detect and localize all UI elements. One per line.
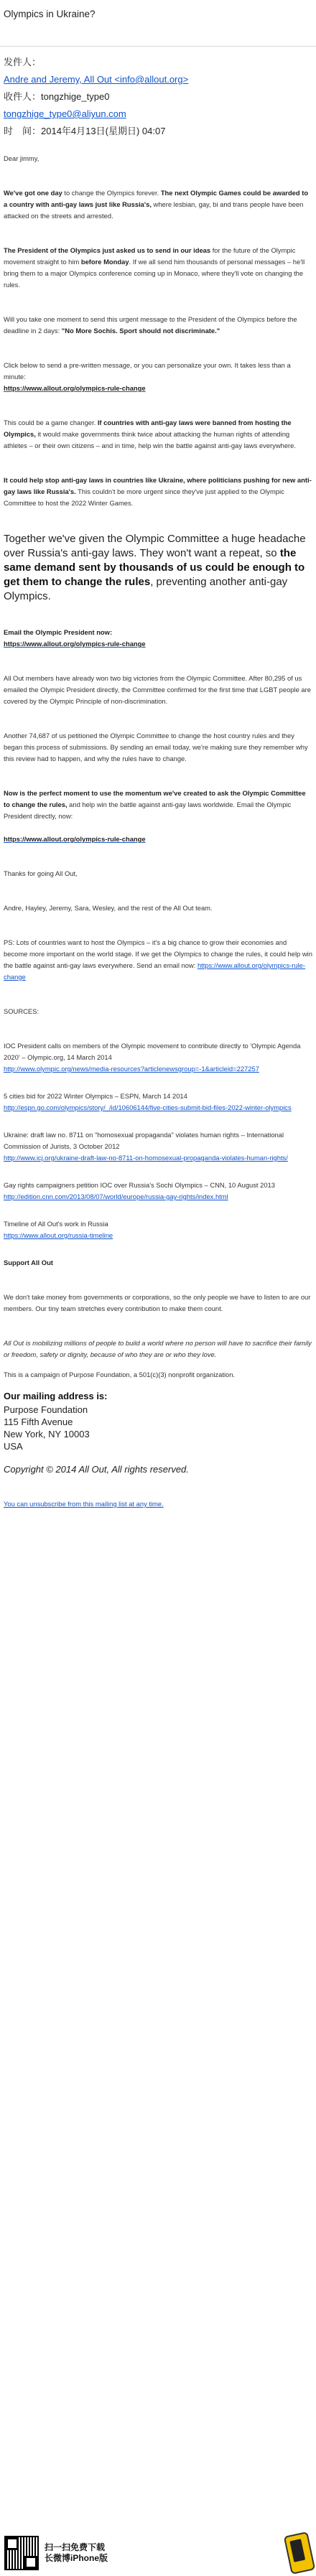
download-footer [0, 2530, 316, 2576]
greeting: Dear jimmy, [4, 154, 40, 162]
address-line: USA [4, 1441, 23, 1452]
support-heading-text: Support All Out [4, 1259, 53, 1266]
address-line: 115 Fifth Avenue [4, 1417, 73, 1427]
source-text: 5 cities bid for 2022 Winter Olympics – ESPN, March 14 2014 [4, 1092, 187, 1100]
p3-text-a: Will you take one moment to send this urgent message to the President of the Olympics before the deadline in 2 days: [4, 315, 297, 335]
p5-text-c: it would make governments think twice about attacking the human rights of attending athletes – or their own citizens – and in time, help win the battle against anti-gay laws everywhere. [4, 430, 296, 449]
paragraph-6 [4, 475, 312, 509]
highlight-text-c: , preventing another anti-gay Olympics. [4, 576, 288, 602]
p1-text-b: to change the Olympics forever. [62, 189, 161, 197]
source-link[interactable]: http://www.olympic.org/news/media-resources?articlenewsgroup=-1&articleid=227257 [4, 1065, 259, 1073]
campaign-statement: This is a campaign of Purpose Foundation, a 501(c)(3) nonprofit organization. [4, 1371, 236, 1378]
time-row [4, 123, 312, 140]
action-link-2[interactable] [4, 640, 146, 648]
p6-bold-a: It could help stop anti-gay laws in countries like Ukraine, where politicians pushing for new anti-gay laws like Russia's. [4, 476, 312, 495]
source-link[interactable]: http://www.icj.org/ukraine-draft-law-no-8711-on-homosexual-propaganda-violates-human-rights/ [4, 1154, 288, 1162]
paragraph-2 [4, 245, 312, 291]
mailing-address [4, 1391, 312, 1452]
mission-statement: All Out is mobilizing millions of people to build a world where no person will have to sacrifice their family or freedom, safety or dignity, because of who they are or who they love. [4, 1339, 312, 1358]
p4-text: Click below to send a pre-written message, or you can personalize your own. It takes less than a minute: [4, 361, 291, 381]
source-item [4, 1129, 312, 1164]
source-item [4, 1091, 312, 1114]
time-label: 时 间： [4, 126, 42, 136]
recipient-address-link[interactable]: tongzhige_type0@aliyun.com [4, 108, 126, 119]
to-label: 收件人： [4, 91, 42, 102]
source-text: Timeline of All Out's work in Russia [4, 1220, 108, 1228]
p5-bold-b: If countries with anti-gay laws were banned from hosting the Olympics, [4, 419, 292, 438]
source-text: Gay rights campaigners petition IOC over Russia's Sochi Olympics – CNN, 10 August 2013 [4, 1181, 275, 1189]
thanks: Thanks for going All Out, [4, 869, 78, 877]
signoff: Andre, Hayley, Jeremy, Sara, Wesley, and the rest of the All Out team. [4, 904, 213, 912]
action-link-1-text: https://www.allout.org/olympics-rule-change [4, 384, 146, 392]
to-row [4, 88, 312, 106]
footer-text [45, 2542, 108, 2564]
paragraph-9 [4, 788, 312, 845]
highlight-text-a: Together we've given the Olympic Committee a huge headache over Russia's anti-gay laws. They won't want a repeat, so [4, 533, 306, 559]
p1-bold-a: We've got one day [4, 189, 62, 197]
from-value-row [4, 71, 312, 88]
to-value: tongzhige_type0 [41, 91, 110, 102]
action-link-3-text: https://www.allout.org/olympics-rule-change [4, 835, 146, 843]
ps-paragraph [4, 937, 312, 983]
source-item [4, 1040, 312, 1075]
email-subject: Olympics in Ukraine? [4, 9, 96, 19]
address-line: New York, NY 10003 [4, 1429, 90, 1439]
from-label: 发件人： [4, 57, 42, 67]
email-meta [0, 47, 316, 140]
highlight-bold-b: the same demand sent by thousands of us could be enough to get them to change the rules [4, 547, 305, 588]
time-value: 2014年4月13日(星期日) 04:07 [41, 126, 166, 136]
paragraph-7: All Out members have already won two big victories from the Olympic Committee. After 80,295 of us emailed the Olympic President directly, the Committee confirmed for the first time that LGBT people are covered by the Olympic Principle of non-discrimination. [4, 674, 311, 705]
support-heading [4, 1257, 312, 1269]
p9-text-b: and help win the battle against anti-gay laws worldwide. Email the Olympic President directly, now: [4, 801, 292, 820]
footer-line-1: 扫一扫免费下载 [45, 2542, 106, 2552]
paragraph-5 [4, 417, 312, 452]
ps-link[interactable]: https://www.allout.org/olympics-rule-change [4, 961, 306, 981]
phone-icon [284, 2531, 315, 2575]
support-paragraph: We don't take money from governments or corporations, so the only people we have to listen to are our members. Our tiny team stretches every contribution to make them count. [4, 1293, 311, 1312]
source-item [4, 1218, 312, 1241]
unsubscribe-link[interactable]: You can unsubscribe from this mailing list at any time. [4, 1500, 164, 1508]
cc-row [4, 106, 312, 123]
p2-bold-c: before Monday [80, 258, 129, 266]
action-link-2-text: https://www.allout.org/olympics-rule-change [4, 640, 146, 648]
footer-line-2: 长微博iPhone版 [45, 2553, 108, 2563]
p1-bold-c: The next Olympic Games could be awarded to a country with anti-gay laws just like Russia's, [4, 189, 309, 208]
highlight-paragraph [4, 532, 312, 604]
cta-paragraph [4, 627, 312, 650]
copyright: Copyright © 2014 All Out, All rights reserved. [4, 1464, 189, 1475]
p2-text-d: . If we all send him thousands of personal messages – he'll bring them to a major Olympics conference coming up in Monaco, where they'll vote on changing the rules. [4, 258, 305, 289]
sources-list [4, 1040, 312, 1241]
qr-code-icon [4, 2536, 39, 2570]
paragraph-4 [4, 360, 312, 394]
paragraph-1 [4, 187, 312, 222]
source-link[interactable]: http://espn.go.com/olympics/story/_/id/10606144/five-cities-submit-bid-files-2022-winter-olympics [4, 1103, 292, 1111]
p6-text-b: This couldn't be more urgent since they've just applied to the Olympic Committee to host the 2022 Winter Games. [4, 487, 284, 507]
paragraph-3 [4, 314, 312, 337]
ps-text: PS: Lots of countries want to host the Olympics – it's a big chance to grow their economies and become more important on the world stage. If we get the Olympics to change the rules, it could help win the battle against anti-gay laws everywhere. Send an email now: [4, 938, 312, 969]
p1-text-d: where lesbian, gay, bi and trans people have been attacked on the streets and arrested. [4, 200, 304, 220]
paragraph-8: Another 74,687 of us petitioned the Olympic Committee to change the host country rules and they began this process of submissions. By sending an email today, we're making sure they remember why this review had to happen, and why the rules have to change. [4, 732, 308, 762]
sources-heading: SOURCES: [4, 1007, 39, 1015]
p2-text-b: for the future of the Olympic movement straight to him [4, 246, 296, 266]
address-line: Purpose Foundation [4, 1404, 88, 1415]
from-address-link[interactable]: Andre and Jeremy, All Out <info@allout.org> [4, 74, 189, 85]
source-link[interactable]: https://www.allout.org/russia-timeline [4, 1231, 113, 1239]
p2-bold-a: The President of the Olympics just asked us to send in our ideas [4, 246, 211, 254]
email-body [0, 140, 316, 1510]
source-text: IOC President calls on members of the Olympic movement to contribute directly to 'Olympic Agenda 2020' – Olympic.org, 14 March 2014 [4, 1042, 301, 1061]
p9-bold-a: Now is the perfect moment to use the momentum we've created to ask the Olympic Committee to change the rules, [4, 789, 306, 808]
action-link-1[interactable] [4, 384, 146, 392]
from-row [4, 54, 312, 71]
source-text: Ukraine: draft law no. 8711 on "homosexual propaganda" violates human rights – International Commission of Jurists, 3 October 2012 [4, 1131, 284, 1150]
source-item [4, 1180, 312, 1203]
p5-text-a: This could be a game changer. [4, 419, 98, 426]
cta-label: Email the Olympic President now: [4, 628, 113, 636]
source-link[interactable]: http://edition.cnn.com/2013/08/07/world/europe/russia-gay-rights/index.html [4, 1193, 228, 1200]
p3-bold-b: "No More Sochis. Sport should not discriminate." [61, 327, 220, 335]
mailing-heading: Our mailing address is: [4, 1391, 108, 1401]
action-link-3[interactable] [4, 835, 146, 843]
